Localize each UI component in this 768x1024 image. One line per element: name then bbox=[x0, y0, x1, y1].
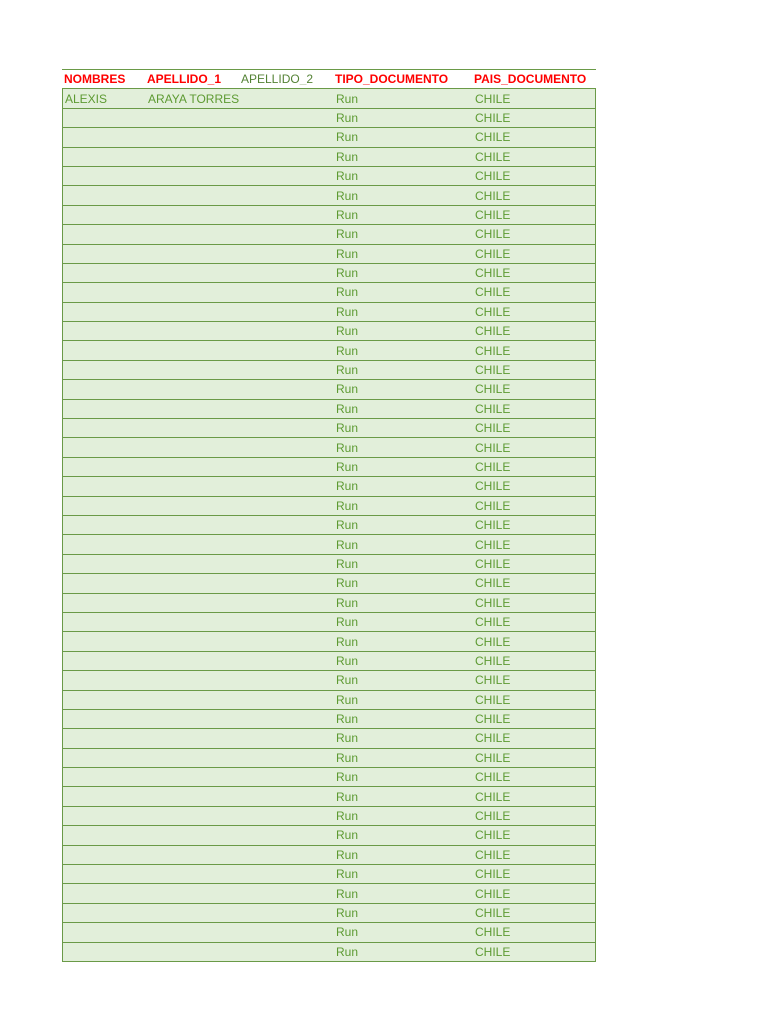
pais-documento-cell[interactable]: CHILE bbox=[475, 713, 511, 726]
pais-documento-cell[interactable]: CHILE bbox=[475, 131, 511, 144]
tipo-documento-cell[interactable]: Run bbox=[336, 635, 359, 648]
pais-documento-cell[interactable]: CHILE bbox=[475, 848, 511, 861]
pais-documento-cell[interactable]: CHILE bbox=[475, 616, 511, 629]
pais-documento-cell[interactable]: CHILE bbox=[475, 887, 511, 900]
table-row bbox=[62, 710, 596, 729]
table-body bbox=[62, 89, 596, 962]
pais-documento-cell[interactable]: CHILE bbox=[475, 577, 511, 590]
table-row bbox=[62, 380, 596, 399]
tipo-documento-cell[interactable]: Run bbox=[336, 790, 359, 803]
pais-documento-cell[interactable]: CHILE bbox=[475, 267, 511, 280]
table-row bbox=[62, 613, 596, 632]
table-row bbox=[62, 535, 596, 554]
pais-documento-cell[interactable]: CHILE bbox=[475, 596, 511, 609]
tipo-documento-cell[interactable]: Run bbox=[336, 926, 359, 939]
tipo-documento-cell[interactable]: Run bbox=[336, 111, 359, 124]
table-row bbox=[62, 419, 596, 438]
tipo-documento-cell[interactable]: Run bbox=[336, 616, 359, 629]
pais-documento-cell[interactable]: CHILE bbox=[475, 208, 511, 221]
pais-documento-cell[interactable]: CHILE bbox=[475, 771, 511, 784]
table-row bbox=[62, 225, 596, 244]
table-row bbox=[62, 807, 596, 826]
pais-documento-cell[interactable]: CHILE bbox=[475, 829, 511, 842]
table-row bbox=[62, 846, 596, 865]
tipo-documento-cell[interactable]: Run bbox=[336, 771, 359, 784]
pais-documento-cell[interactable]: CHILE bbox=[475, 926, 511, 939]
tipo-documento-cell[interactable]: Run bbox=[336, 519, 359, 532]
tipo-documento-cell[interactable]: Run bbox=[336, 228, 359, 241]
tipo-documento-cell[interactable]: Run bbox=[336, 848, 359, 861]
pais-documento-cell[interactable]: CHILE bbox=[475, 305, 511, 318]
header-apellido-1[interactable]: APELLIDO_1 bbox=[147, 73, 222, 86]
pais-documento-cell[interactable]: CHILE bbox=[475, 499, 511, 512]
pais-documento-cell[interactable]: CHILE bbox=[475, 286, 511, 299]
pais-documento-cell[interactable]: CHILE bbox=[475, 247, 511, 260]
table-row bbox=[62, 322, 596, 341]
pais-documento-cell[interactable]: CHILE bbox=[475, 538, 511, 551]
table-row bbox=[62, 264, 596, 283]
pais-documento-cell[interactable]: CHILE bbox=[475, 111, 511, 124]
tipo-documento-cell[interactable]: Run bbox=[336, 887, 359, 900]
pais-documento-cell[interactable]: CHILE bbox=[475, 790, 511, 803]
tipo-documento-cell[interactable]: Run bbox=[336, 868, 359, 881]
table-row bbox=[62, 186, 596, 205]
tipo-documento-cell[interactable]: Run bbox=[336, 945, 359, 958]
tipo-documento-cell[interactable]: Run bbox=[336, 596, 359, 609]
tipo-documento-cell[interactable]: Run bbox=[336, 131, 359, 144]
table-row bbox=[62, 438, 596, 457]
pais-documento-cell[interactable]: CHILE bbox=[475, 170, 511, 183]
header-apellido-2[interactable]: APELLIDO_2 bbox=[241, 73, 314, 86]
table-row bbox=[62, 826, 596, 845]
pais-documento-cell[interactable]: CHILE bbox=[475, 674, 511, 687]
tipo-documento-cell[interactable]: Run bbox=[336, 810, 359, 823]
table-row bbox=[62, 303, 596, 322]
table-row bbox=[62, 729, 596, 748]
pais-documento-cell[interactable]: CHILE bbox=[475, 693, 511, 706]
tipo-documento-cell[interactable]: Run bbox=[336, 499, 359, 512]
tipo-documento-cell[interactable]: Run bbox=[336, 402, 359, 415]
header-row bbox=[62, 70, 596, 89]
pais-documento-cell[interactable]: CHILE bbox=[475, 810, 511, 823]
table-row bbox=[62, 283, 596, 302]
table-row bbox=[62, 884, 596, 903]
tipo-documento-cell[interactable]: Run bbox=[336, 170, 359, 183]
tipo-documento-cell[interactable]: Run bbox=[336, 732, 359, 745]
table-row bbox=[62, 632, 596, 651]
table-row bbox=[62, 148, 596, 167]
pais-documento-cell[interactable]: CHILE bbox=[475, 364, 511, 377]
tipo-documento-cell[interactable]: Run bbox=[336, 713, 359, 726]
pais-documento-cell[interactable]: CHILE bbox=[475, 480, 511, 493]
table-row bbox=[62, 943, 596, 962]
pais-documento-cell[interactable]: CHILE bbox=[475, 228, 511, 241]
pais-documento-cell[interactable]: CHILE bbox=[475, 189, 511, 202]
tipo-documento-cell[interactable]: Run bbox=[336, 906, 359, 919]
header-pais-documento[interactable]: PAIS_DOCUMENTO bbox=[474, 73, 587, 86]
pais-documento-cell[interactable]: CHILE bbox=[475, 868, 511, 881]
table-row bbox=[62, 109, 596, 128]
nombres-cell[interactable]: ALEXIS bbox=[65, 92, 108, 105]
table-row bbox=[62, 865, 596, 884]
table-row bbox=[62, 555, 596, 574]
pais-documento-cell[interactable]: CHILE bbox=[475, 150, 511, 163]
table-row bbox=[62, 923, 596, 942]
table-row bbox=[62, 497, 596, 516]
table-row bbox=[62, 904, 596, 923]
tipo-documento-cell[interactable]: Run bbox=[336, 538, 359, 551]
header-tipo-documento[interactable]: TIPO_DOCUMENTO bbox=[335, 73, 449, 86]
table-row bbox=[62, 594, 596, 613]
tipo-documento-cell[interactable]: Run bbox=[336, 325, 359, 338]
tipo-documento-cell[interactable]: Run bbox=[336, 461, 359, 473]
tipo-documento-cell[interactable]: Run bbox=[336, 189, 359, 202]
apellido-1-cell[interactable]: ARAYA TORRES bbox=[148, 92, 240, 105]
pais-documento-cell[interactable]: CHILE bbox=[475, 383, 511, 396]
pais-documento-cell[interactable]: CHILE bbox=[475, 92, 511, 105]
pais-documento-cell[interactable]: CHILE bbox=[475, 344, 511, 357]
pais-documento-cell[interactable]: CHILE bbox=[475, 732, 511, 745]
tipo-documento-cell[interactable]: Run bbox=[336, 441, 359, 454]
tipo-documento-cell[interactable]: Run bbox=[336, 92, 359, 105]
table-row bbox=[62, 206, 596, 225]
tipo-documento-cell[interactable]: Run bbox=[336, 208, 359, 221]
table-row bbox=[62, 245, 596, 264]
table-row bbox=[62, 574, 596, 593]
header-nombres[interactable]: NOMBRES bbox=[64, 73, 126, 86]
pais-documento-cell[interactable]: CHILE bbox=[475, 519, 511, 532]
tipo-documento-cell[interactable]: Run bbox=[336, 674, 359, 687]
pais-documento-cell[interactable]: CHILE bbox=[475, 635, 511, 648]
tipo-documento-cell[interactable]: Run bbox=[336, 267, 359, 280]
pais-documento-cell[interactable]: CHILE bbox=[475, 402, 511, 415]
tipo-documento-cell[interactable]: Run bbox=[336, 829, 359, 842]
table-row bbox=[62, 167, 596, 186]
tipo-documento-cell[interactable]: Run bbox=[336, 383, 359, 396]
pais-documento-cell[interactable]: CHILE bbox=[475, 654, 511, 667]
table-row bbox=[62, 477, 596, 496]
pais-documento-cell[interactable]: CHILE bbox=[475, 945, 511, 958]
tipo-documento-cell[interactable]: Run bbox=[336, 305, 359, 318]
table-row bbox=[62, 89, 596, 108]
table-row bbox=[62, 749, 596, 768]
pais-documento-cell[interactable]: CHILE bbox=[475, 906, 511, 919]
table-row bbox=[62, 787, 596, 806]
pais-documento-cell[interactable]: CHILE bbox=[475, 461, 511, 473]
tipo-documento-cell[interactable]: Run bbox=[336, 422, 359, 435]
spreadsheet-table bbox=[62, 69, 596, 962]
table-row bbox=[62, 516, 596, 535]
tipo-documento-cell[interactable]: Run bbox=[336, 577, 359, 590]
tipo-documento-cell[interactable]: Run bbox=[336, 480, 359, 493]
table-row bbox=[62, 652, 596, 671]
tipo-documento-cell[interactable]: Run bbox=[336, 751, 359, 764]
tipo-documento-cell[interactable]: Run bbox=[336, 557, 359, 570]
tipo-documento-cell[interactable]: Run bbox=[336, 693, 359, 706]
table-row bbox=[62, 128, 596, 147]
pais-documento-cell[interactable]: CHILE bbox=[475, 557, 511, 570]
table-row bbox=[62, 361, 596, 380]
tipo-documento-cell[interactable]: Run bbox=[336, 286, 359, 299]
table-row bbox=[62, 341, 596, 360]
table-row bbox=[62, 671, 596, 690]
table-row bbox=[62, 768, 596, 787]
pais-documento-cell[interactable]: CHILE bbox=[475, 422, 511, 435]
pais-documento-cell[interactable]: CHILE bbox=[475, 441, 511, 454]
tipo-documento-cell[interactable]: Run bbox=[336, 364, 359, 377]
tipo-documento-cell[interactable]: Run bbox=[336, 150, 359, 163]
pais-documento-cell[interactable]: CHILE bbox=[475, 751, 511, 764]
table-row bbox=[62, 458, 596, 477]
tipo-documento-cell[interactable]: Run bbox=[336, 654, 359, 667]
tipo-documento-cell[interactable]: Run bbox=[336, 247, 359, 260]
pais-documento-cell[interactable]: CHILE bbox=[475, 325, 511, 338]
table-row bbox=[62, 400, 596, 419]
table-row bbox=[62, 691, 596, 710]
tipo-documento-cell[interactable]: Run bbox=[336, 344, 359, 357]
